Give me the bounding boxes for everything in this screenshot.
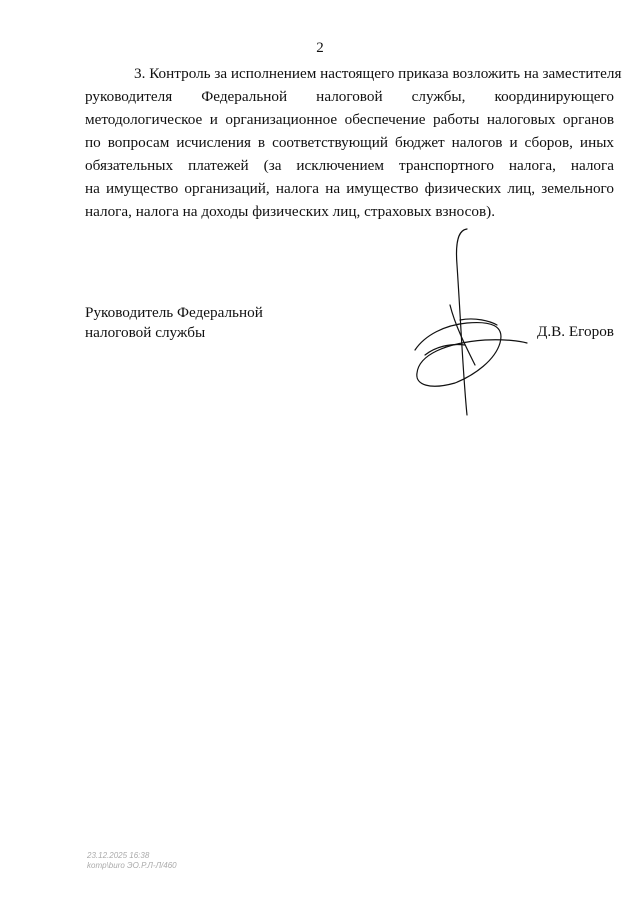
signatory-title-line: налоговой службы: [85, 324, 206, 341]
signatory-title-line: Руководитель Федеральной: [85, 304, 263, 321]
paragraph-line: руководителя Федеральной налоговой службы, координирующего: [85, 88, 614, 105]
paragraph-line: налога, налога на доходы физических лиц, страховых взносов).: [85, 203, 496, 220]
footer-timestamp: 23.12.2025 16:38: [87, 851, 150, 860]
footer-stamp: [87, 851, 177, 871]
signatory-title: [85, 303, 263, 343]
paragraph-line: на имущество организаций, налога на имущество физических лиц, земельного: [85, 180, 614, 197]
paragraph-line: методологическое и организационное обеспечение работы налоговых органов: [85, 111, 614, 128]
paragraph-line: по вопросам исчисления в соответствующий бюджет налогов и сборов, иных: [85, 134, 614, 151]
handwritten-signature: [405, 225, 535, 420]
paragraph-line: 3. Контроль за исполнением настоящего приказа возложить на заместителя: [134, 65, 622, 82]
paragraph-3: [85, 62, 622, 223]
signatory-name: Д.В. Егоров: [537, 323, 614, 340]
footer-source: komp\buro ЭО.Р.Л-Л/460: [87, 861, 177, 870]
paragraph-line: обязательных платежей (за исключением транспортного налога, налога: [85, 157, 614, 174]
page-number: 2: [316, 40, 324, 56]
